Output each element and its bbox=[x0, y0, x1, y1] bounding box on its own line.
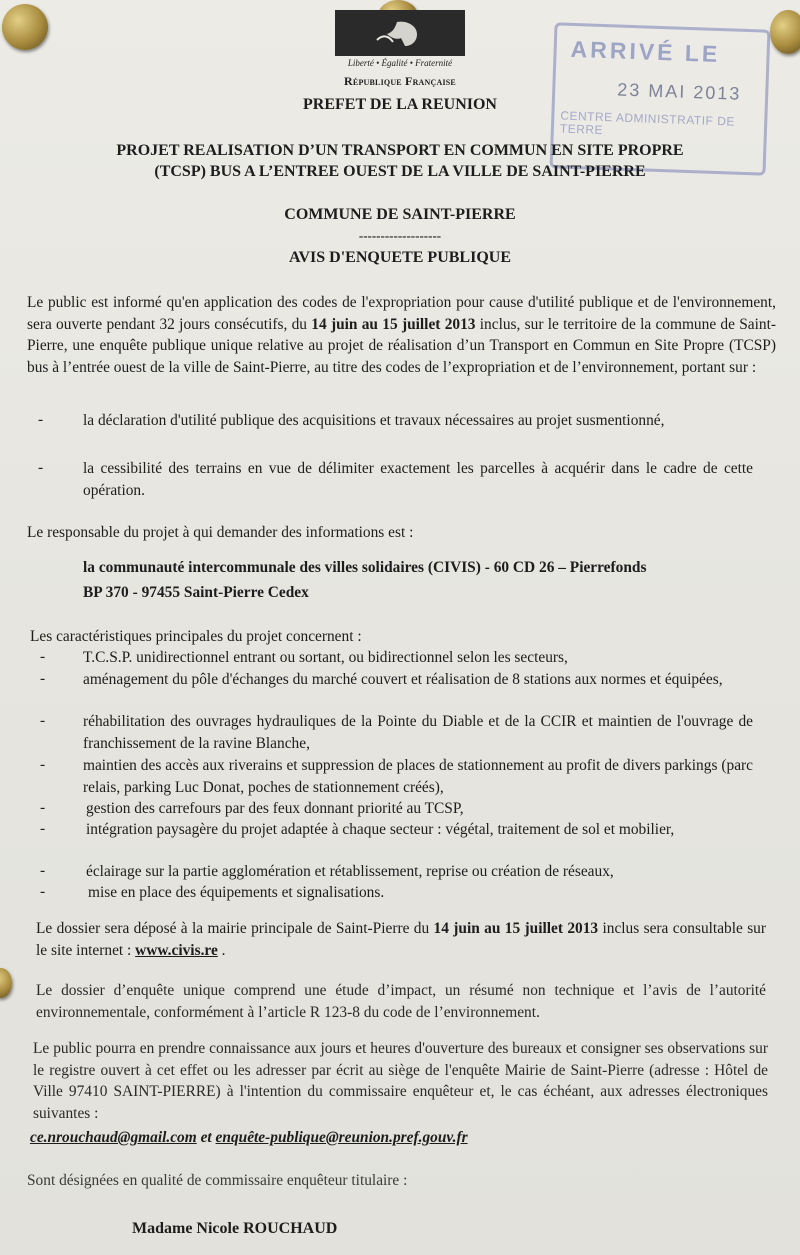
prefet-heading: PREFET DE LA REUNION bbox=[303, 96, 497, 113]
object-item: la déclaration d'utilité publique des acquisitions et travaux nécessaires au projet susmentionné, bbox=[83, 412, 665, 429]
caracteristique-item: T.C.S.P. unidirectionnel entrant ou sortant, ou bidirectionnel selon les secteurs, bbox=[83, 649, 568, 666]
public-paragraph: Le public pourra en prendre connaissance aux jours et heures d'ouverture des bureaux et consigner ses observations sur le registre ouvert à cet effet ou les adresser par écrit au siège de l'enquête Mairie de Saint-Pierre (adresse : Hôtel de Ville 97410 SAINT-PIERRE) à l'intention du commissaire enquêteur et, le cas échéant, aux adresses électroniques suivantes : bbox=[33, 1040, 768, 1122]
republique-francaise: République Française bbox=[344, 74, 456, 88]
pushpin-left-icon bbox=[0, 968, 12, 998]
bullet-dash: - bbox=[40, 648, 46, 665]
commune-heading: COMMUNE DE SAINT-PIERRE bbox=[284, 206, 516, 223]
responsable-label: Le responsable du projet à qui demander des informations est : bbox=[27, 524, 414, 541]
caracteristique-item: réhabilitation des ouvrages hydrauliques de la Pointe du Diable et de la CCIR et maintien de l'ouvrage de franchissement de la ravine Blanche, bbox=[83, 713, 753, 752]
dossier-dates: 14 juin au 15 juillet 2013 bbox=[433, 920, 599, 937]
marianne-profile-icon bbox=[367, 18, 427, 48]
responsable-line2: BP 370 - 97455 Saint-Pierre Cedex bbox=[83, 584, 309, 601]
bullet-dash: - bbox=[40, 799, 46, 816]
caracteristique-item: maintien des accès aux riverains et suppression de places de stationnement au profit de divers parkings (parc relais, parking Luc Donat, poches de stationnement créés), bbox=[83, 757, 753, 796]
caracteristiques-label: Les caractéristiques principales du projet concernent : bbox=[30, 628, 362, 645]
caracteristique-item: mise en place des équipements et signalisations. bbox=[88, 884, 385, 901]
bullet-dash: - bbox=[40, 712, 46, 729]
stamp-arrive: ARRIVÉ LE bbox=[570, 35, 721, 68]
email-prefecture-link[interactable]: enquête-publique@reunion.pref.gouv.fr bbox=[215, 1129, 468, 1146]
stamp-centre: CENTRE ADMINISTRATIF DE TERRE bbox=[559, 108, 736, 138]
intro-paragraph: Le public est informé qu'en application des codes de l'expropriation pour cause d'utilité publique et de l'environnement, sera ouverte pendant 32 jours consécutifs, du 14 juin au 15 juillet 2013 inclus, sur le territoire de la commune de Saint-Pierre, une enquête publique unique relative au projet de réalisation d’un Transport en Commun en Site Propre (TCSP) bus à l’entrée ouest de la ville de Saint-Pierre, au titre des codes de l’expropriation et de l’environnement, portant sur : bbox=[27, 294, 776, 376]
republic-motto: Liberté • Égalité • Fraternité bbox=[347, 58, 453, 68]
bullet-dash: - bbox=[38, 459, 44, 476]
dossier-paragraph: Le dossier sera déposé à la mairie principale de Saint-Pierre du 14 juin au 15 juillet 2013 inclus sera consultable sur le site internet : www.civis.re . bbox=[36, 920, 767, 959]
stamp-date: 23 MAI 2013 bbox=[616, 79, 742, 104]
intro-dates: 14 juin au 15 juillet 2013 bbox=[311, 315, 476, 333]
bullet-dash: - bbox=[40, 862, 46, 879]
pushpin-top-right-icon bbox=[770, 10, 800, 54]
caracteristique-item: gestion des carrefours par des feux donnant priorité au TCSP, bbox=[86, 800, 464, 817]
bullet-dash: - bbox=[40, 820, 46, 837]
marianne-logo bbox=[335, 10, 465, 56]
bullet-dash: - bbox=[40, 883, 46, 900]
project-title-line1: PROJET REALISATION D’UN TRANSPORT EN COMMUN EN SITE PROPRE bbox=[116, 142, 684, 159]
caracteristique-item: aménagement du pôle d'échanges du marché couvert et réalisation de 8 stations aux normes et équipées, bbox=[83, 671, 723, 688]
bullet-dash: - bbox=[38, 411, 44, 428]
bullet-dash: - bbox=[40, 670, 46, 687]
designees-label: Sont désignées en qualité de commissaire enquêteur titulaire : bbox=[27, 1172, 408, 1189]
project-title-line2: (TCSP) BUS A L’ENTREE OUEST DE LA VILLE DE SAINT-PIERRE bbox=[154, 163, 646, 180]
emails-line: ce.nrouchaud@gmail.com et enquête-publique@reunion.pref.gouv.fr bbox=[30, 1129, 468, 1146]
heading-separator: ------------------- bbox=[358, 228, 442, 243]
dossier-unique-paragraph: Le dossier d’enquête unique comprend une étude d’impact, un résumé non technique et l’avis de l’autorité environnementale, conformément à l’article R 123-8 du code de l’environnement. bbox=[36, 982, 766, 1021]
responsable-line1: la communauté intercommunale des villes solidaires (CIVIS) - 60 CD 26 – Pierrefonds bbox=[83, 559, 647, 576]
pushpin-top-left-icon bbox=[2, 4, 48, 50]
object-item: la cessibilité des terrains en vue de délimiter exactement les parcelles à acquérir dans le cadre de cette opération. bbox=[83, 460, 753, 499]
commissaire-name: Madame Nicole ROUCHAUD bbox=[132, 1220, 338, 1237]
bullet-dash: - bbox=[40, 756, 46, 773]
email-commissaire-link[interactable]: ce.nrouchaud@gmail.com bbox=[30, 1129, 197, 1146]
caracteristique-item: éclairage sur la partie agglomération et rétablissement, reprise ou création de réseaux, bbox=[86, 863, 614, 880]
avis-heading: AVIS D'ENQUETE PUBLIQUE bbox=[289, 249, 511, 266]
caracteristique-item: intégration paysagère du projet adaptée à chaque secteur : végétal, traitement de sol et mobilier, bbox=[86, 821, 675, 838]
civis-website-link[interactable]: www.civis.re bbox=[135, 941, 218, 959]
